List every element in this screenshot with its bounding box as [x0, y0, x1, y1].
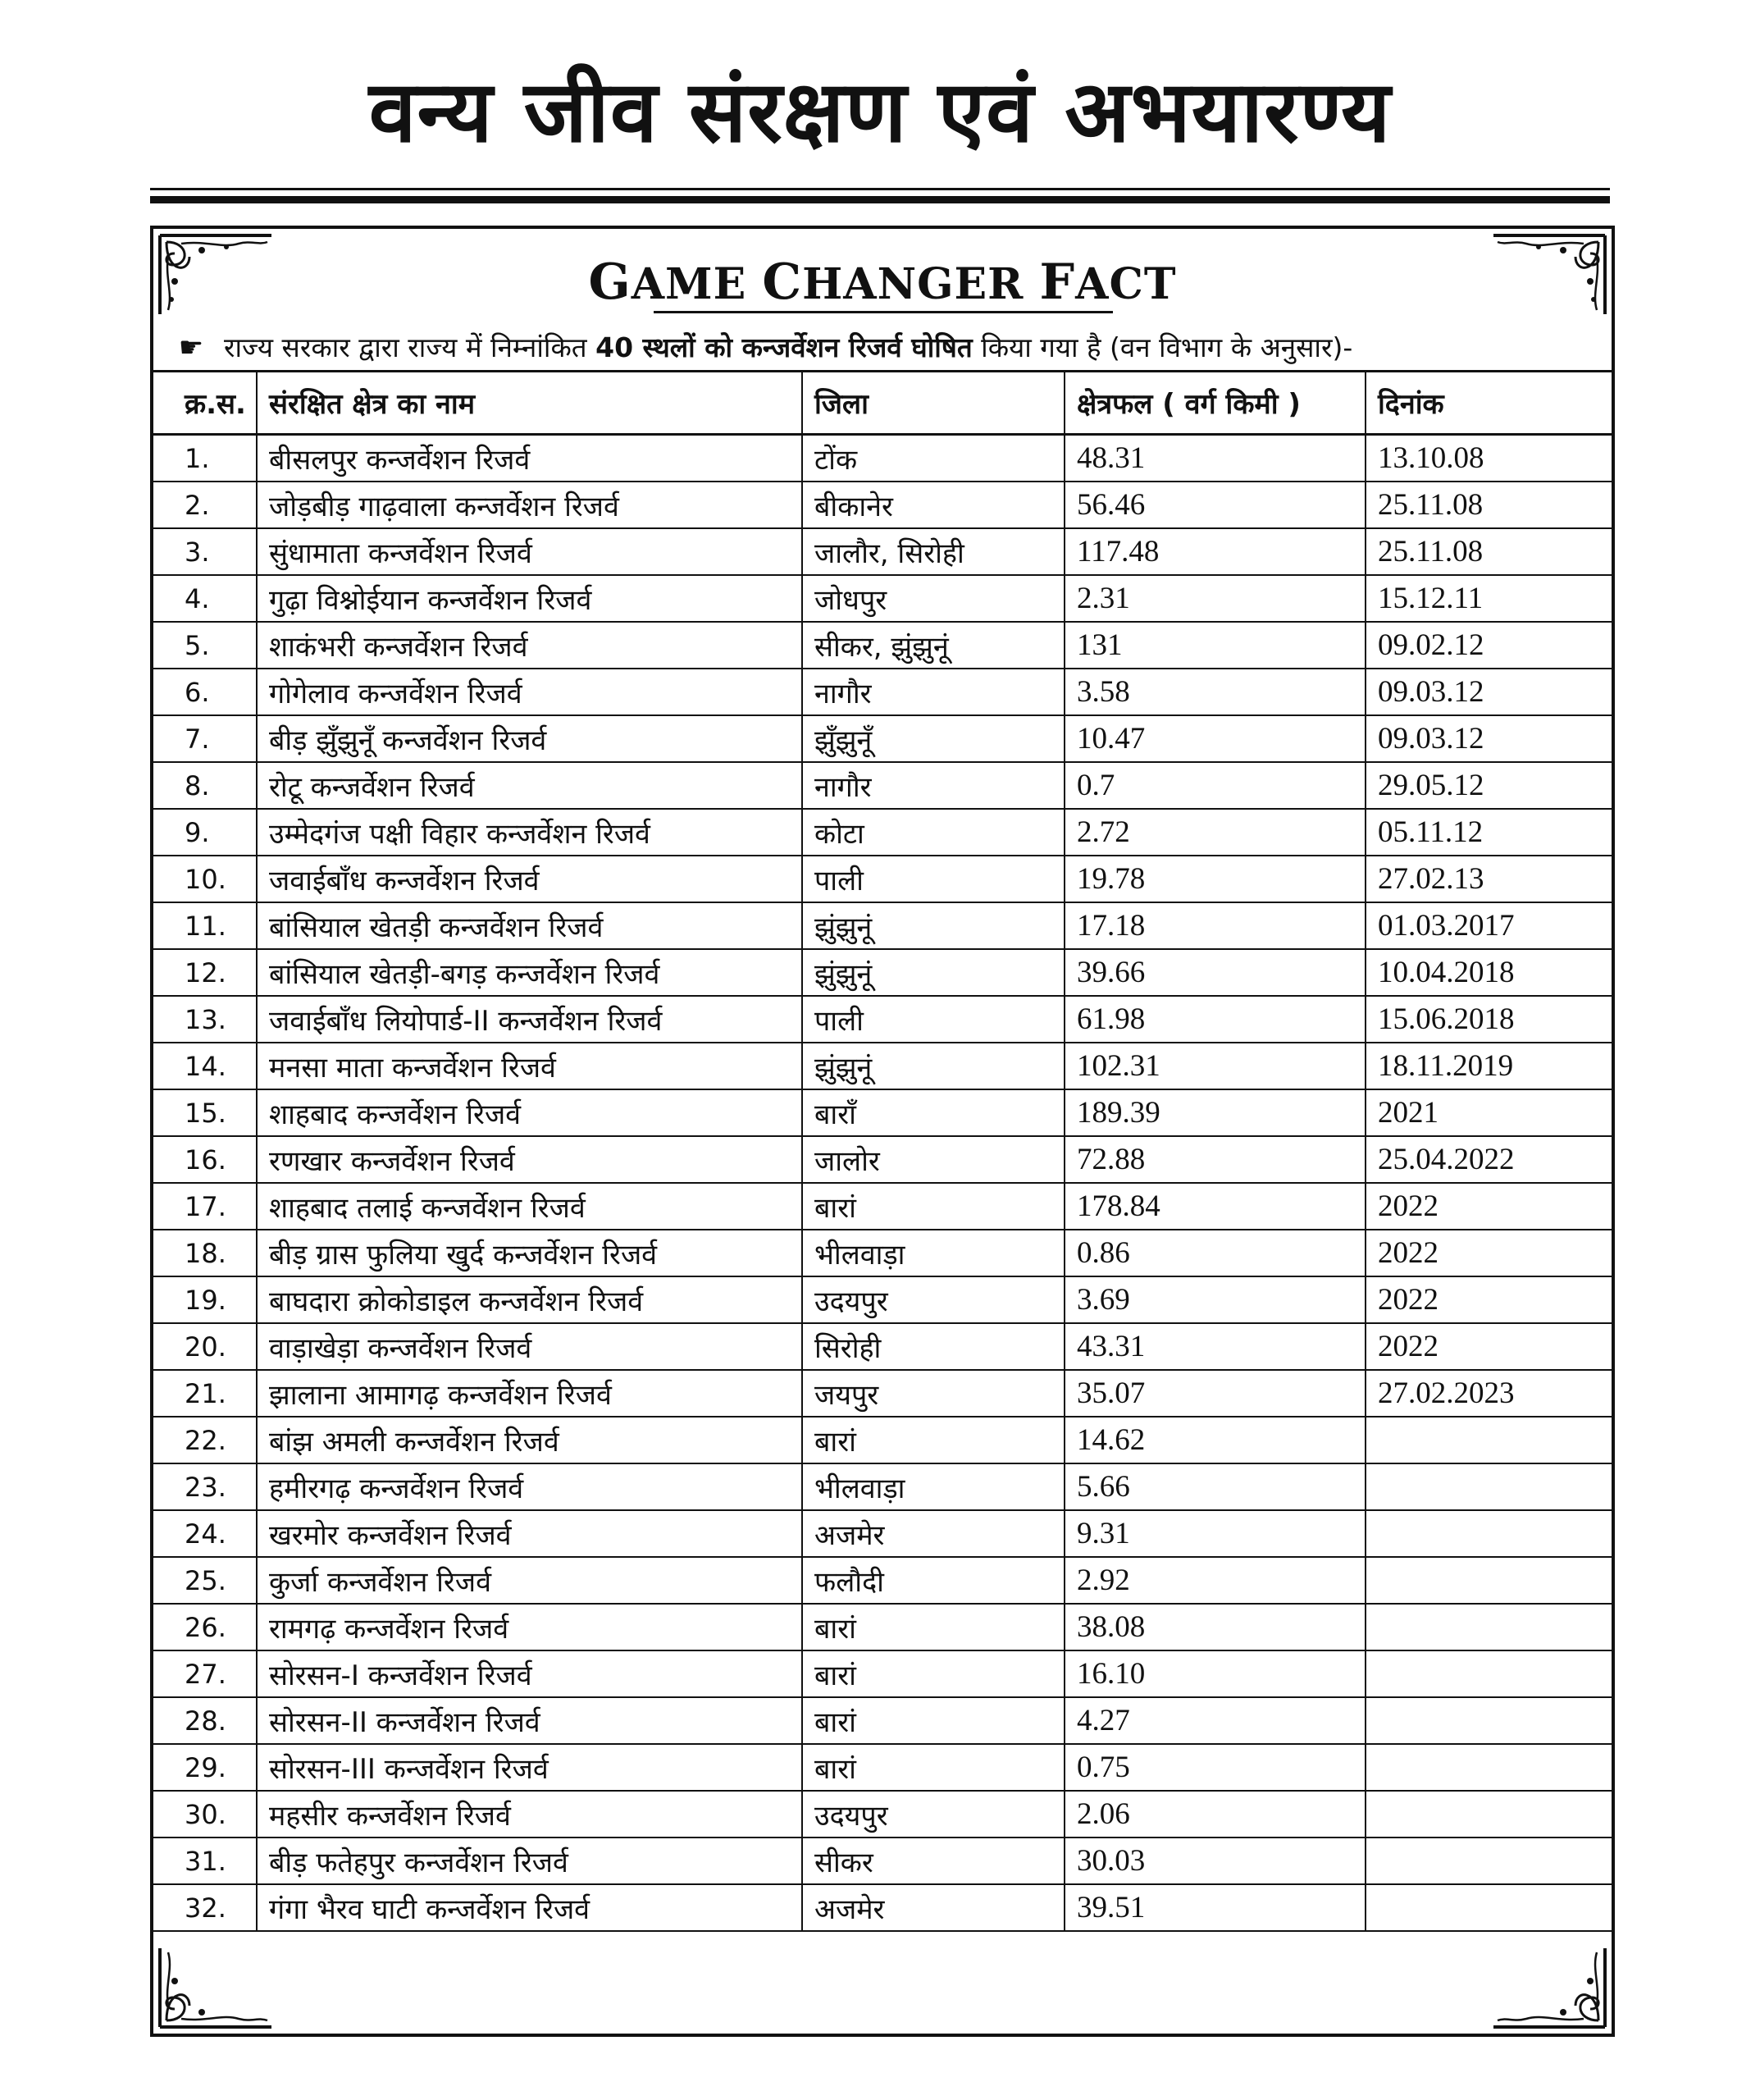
- table-row: [153, 949, 1612, 996]
- cell-district: पाली: [802, 996, 1065, 1043]
- corner-ornament-icon: [1485, 1940, 1608, 2030]
- cell-area-size: 14.62: [1065, 1417, 1366, 1463]
- table-row: [153, 1463, 1612, 1510]
- cell-date: 01.03.2017: [1366, 902, 1612, 949]
- cell-date: [1366, 1510, 1612, 1557]
- table-row: [153, 622, 1612, 669]
- cell-date: 09.03.12: [1366, 715, 1612, 762]
- cell-serial: 6.: [153, 669, 257, 715]
- cell-serial: 11.: [153, 902, 257, 949]
- cell-district: अजमेर: [802, 1510, 1065, 1557]
- table-row: [153, 1276, 1612, 1323]
- cell-district: सीकर, झुंझुनूं: [802, 622, 1065, 669]
- cell-area-name: जवाईबाँध लियोपार्ड-II कन्जर्वेशन रिजर्व: [257, 996, 802, 1043]
- cell-area-size: 17.18: [1065, 902, 1366, 949]
- cell-area-name: गोगेलाव कन्जर्वेशन रिजर्व: [257, 669, 802, 715]
- cell-area-name: रणखार कन्जर्वेशन रिजर्व: [257, 1136, 802, 1183]
- cell-date: 2022: [1366, 1230, 1612, 1276]
- cell-date: 2022: [1366, 1323, 1612, 1370]
- fact-frame: [150, 226, 1615, 2037]
- cell-area-size: 9.31: [1065, 1510, 1366, 1557]
- cell-area-name: शाहबाद तलाई कन्जर्वेशन रिजर्व: [257, 1183, 802, 1230]
- cell-date: 2022: [1366, 1183, 1612, 1230]
- table-header-row: [153, 372, 1612, 435]
- table-row: [153, 575, 1612, 622]
- page-title: वन्य जीव संरक्षण एवं अभयारण्य: [368, 62, 1392, 162]
- cell-serial: 22.: [153, 1417, 257, 1463]
- cell-serial: 23.: [153, 1463, 257, 1510]
- cell-district: उदयपुर: [802, 1791, 1065, 1838]
- table-row: [153, 1744, 1612, 1791]
- cell-area-size: 39.66: [1065, 949, 1366, 996]
- cell-area-size: 2.72: [1065, 809, 1366, 856]
- cell-date: 27.02.13: [1366, 856, 1612, 902]
- cell-area-name: बीड़ ग्रास फुलिया खुर्द कन्जर्वेशन रिजर्व: [257, 1230, 802, 1276]
- cell-district: भीलवाड़ा: [802, 1463, 1065, 1510]
- cell-area-size: 5.66: [1065, 1463, 1366, 1510]
- cell-serial: 32.: [153, 1884, 257, 1931]
- table-row: [153, 435, 1612, 482]
- cell-area-size: 117.48: [1065, 528, 1366, 575]
- cell-area-name: जोड़बीड़ गाढ़वाला कन्जर्वेशन रिजर्व: [257, 482, 802, 528]
- cell-date: 09.02.12: [1366, 622, 1612, 669]
- cell-area-size: 2.31: [1065, 575, 1366, 622]
- cell-area-name: गुढ़ा विश्नोईयान कन्जर्वेशन रिजर्व: [257, 575, 802, 622]
- cell-area-name: सुंधामाता कन्जर्वेशन रिजर्व: [257, 528, 802, 575]
- cell-date: [1366, 1838, 1612, 1884]
- cell-district: पाली: [802, 856, 1065, 902]
- cell-district: जयपुर: [802, 1370, 1065, 1417]
- cell-area-name: झालाना आमागढ़ कन्जर्वेशन रिजर्व: [257, 1370, 802, 1417]
- cell-date: [1366, 1650, 1612, 1697]
- pointing-hand-icon: ☛: [178, 331, 204, 364]
- cell-serial: 30.: [153, 1791, 257, 1838]
- cell-date: 13.10.08: [1366, 435, 1612, 482]
- cell-serial: 17.: [153, 1183, 257, 1230]
- cell-area-size: 0.86: [1065, 1230, 1366, 1276]
- cell-date: [1366, 1463, 1612, 1510]
- cell-area-name: गंगा भैरव घाटी कन्जर्वेशन रिजर्व: [257, 1884, 802, 1931]
- cell-serial: 26.: [153, 1604, 257, 1650]
- cell-district: बारां: [802, 1744, 1065, 1791]
- cell-district: कोटा: [802, 809, 1065, 856]
- cell-area-name: सोरसन-III कन्जर्वेशन रिजर्व: [257, 1744, 802, 1791]
- cell-serial: 4.: [153, 575, 257, 622]
- cell-district: उदयपुर: [802, 1276, 1065, 1323]
- cell-district: फलौदी: [802, 1557, 1065, 1604]
- cell-area-name: सोरसन-II कन्जर्वेशन रिजर्व: [257, 1697, 802, 1744]
- cell-area-size: 35.07: [1065, 1370, 1366, 1417]
- cell-area-name: बीड़ फतेहपुर कन्जर्वेशन रिजर्व: [257, 1838, 802, 1884]
- cell-area-size: 48.31: [1065, 435, 1366, 482]
- cell-district: झुंझुनूं: [802, 949, 1065, 996]
- cell-area-name: बांझ अमली कन्जर्वेशन रिजर्व: [257, 1417, 802, 1463]
- cell-area-size: 56.46: [1065, 482, 1366, 528]
- cell-area-name: सोरसन-I कन्जर्वेशन रिजर्व: [257, 1650, 802, 1697]
- header-serial: क्र.स.: [153, 372, 257, 435]
- cell-serial: 18.: [153, 1230, 257, 1276]
- cell-area-size: 30.03: [1065, 1838, 1366, 1884]
- cell-district: सिरोही: [802, 1323, 1065, 1370]
- cell-date: [1366, 1744, 1612, 1791]
- header-date: दिनांक: [1366, 372, 1612, 435]
- cell-district: नागौर: [802, 669, 1065, 715]
- cell-serial: 29.: [153, 1744, 257, 1791]
- cell-area-size: 38.08: [1065, 1604, 1366, 1650]
- cell-area-size: 10.47: [1065, 715, 1366, 762]
- cell-serial: 15.: [153, 1089, 257, 1136]
- cell-serial: 19.: [153, 1276, 257, 1323]
- cell-area-name: बीसलपुर कन्जर्वेशन रिजर्व: [257, 435, 802, 482]
- table-row: [153, 1884, 1612, 1931]
- table-row: [153, 1043, 1612, 1089]
- cell-area-size: 2.06: [1065, 1791, 1366, 1838]
- table-row: [153, 1838, 1612, 1884]
- cell-area-name: बांसियाल खेतड़ी कन्जर्वेशन रिजर्व: [257, 902, 802, 949]
- cell-area-size: 39.51: [1065, 1884, 1366, 1931]
- table-row: [153, 715, 1612, 762]
- cell-area-size: 0.75: [1065, 1744, 1366, 1791]
- cell-district: झुँझुनूँ: [802, 715, 1065, 762]
- cell-district: नागौर: [802, 762, 1065, 809]
- cell-district: बारां: [802, 1650, 1065, 1697]
- cell-serial: 21.: [153, 1370, 257, 1417]
- cell-serial: 13.: [153, 996, 257, 1043]
- table-row: [153, 1323, 1612, 1370]
- table-row: [153, 1370, 1612, 1417]
- cell-district: झुंझुनूं: [802, 902, 1065, 949]
- cell-serial: 10.: [153, 856, 257, 902]
- table-row: [153, 996, 1612, 1043]
- cell-area-name: खरमोर कन्जर्वेशन रिजर्व: [257, 1510, 802, 1557]
- cell-district: बीकानेर: [802, 482, 1065, 528]
- title-rule-thick: [150, 196, 1610, 203]
- cell-date: 25.04.2022: [1366, 1136, 1612, 1183]
- cell-date: [1366, 1557, 1612, 1604]
- cell-area-name: मनसा माता कन्जर्वेशन रिजर्व: [257, 1043, 802, 1089]
- table-row: [153, 1417, 1612, 1463]
- cell-district: बारां: [802, 1697, 1065, 1744]
- cell-area-size: 131: [1065, 622, 1366, 669]
- cell-area-name: जवाईबाँध कन्जर्वेशन रिजर्व: [257, 856, 802, 902]
- fact-heading: GAME CHANGER FACT: [588, 253, 1177, 311]
- cell-date: [1366, 1417, 1612, 1463]
- header-area-size: क्षेत्रफल ( वर्ग किमी ): [1065, 372, 1366, 435]
- cell-area-size: 16.10: [1065, 1650, 1366, 1697]
- cell-area-name: रोटू कन्जर्वेशन रिजर्व: [257, 762, 802, 809]
- cell-area-name: रामगढ़ कन्जर्वेशन रिजर्व: [257, 1604, 802, 1650]
- cell-serial: 24.: [153, 1510, 257, 1557]
- cell-date: 25.11.08: [1366, 528, 1612, 575]
- table-row: [153, 1697, 1612, 1744]
- table-row: [153, 1604, 1612, 1650]
- cell-date: 27.02.2023: [1366, 1370, 1612, 1417]
- table-row: [153, 1791, 1612, 1838]
- cell-district: बारां: [802, 1183, 1065, 1230]
- cell-area-size: 0.7: [1065, 762, 1366, 809]
- cell-district: सीकर: [802, 1838, 1065, 1884]
- cell-date: 05.11.12: [1366, 809, 1612, 856]
- cell-area-name: बीड़ झुँझुनूँ कन्जर्वेशन रिजर्व: [257, 715, 802, 762]
- title-rule-thin: [150, 188, 1610, 190]
- cell-date: 29.05.12: [1366, 762, 1612, 809]
- cell-area-size: 189.39: [1065, 1089, 1366, 1136]
- cell-serial: 9.: [153, 809, 257, 856]
- cell-area-size: 2.92: [1065, 1557, 1366, 1604]
- cell-date: 18.11.2019: [1366, 1043, 1612, 1089]
- cell-area-size: 61.98: [1065, 996, 1366, 1043]
- table-row: [153, 902, 1612, 949]
- cell-serial: 7.: [153, 715, 257, 762]
- intro-text: ☛ राज्य सरकार द्वारा राज्य में निम्नांकित 40 स्थलों को कन्जर्वेशन रिजर्व घोषित किया गया है (वन विभाग के अनुसार)-: [158, 326, 1602, 370]
- cell-area-size: 43.31: [1065, 1323, 1366, 1370]
- table-row: [153, 1136, 1612, 1183]
- cell-serial: 3.: [153, 528, 257, 575]
- cell-district: बाराँ: [802, 1089, 1065, 1136]
- table-row: [153, 528, 1612, 575]
- table-row: [153, 762, 1612, 809]
- cell-district: अजमेर: [802, 1884, 1065, 1931]
- cell-date: [1366, 1604, 1612, 1650]
- cell-serial: 25.: [153, 1557, 257, 1604]
- cell-date: 2021: [1366, 1089, 1612, 1136]
- cell-district: जालौर, सिरोही: [802, 528, 1065, 575]
- cell-serial: 8.: [153, 762, 257, 809]
- cell-serial: 16.: [153, 1136, 257, 1183]
- cell-serial: 27.: [153, 1650, 257, 1697]
- table-row: [153, 1183, 1612, 1230]
- table-row: [153, 669, 1612, 715]
- cell-date: [1366, 1884, 1612, 1931]
- table-row: [153, 1230, 1612, 1276]
- cell-date: 25.11.08: [1366, 482, 1612, 528]
- table-row: [153, 856, 1612, 902]
- cell-area-name: हमीरगढ़ कन्जर्वेशन रिजर्व: [257, 1463, 802, 1510]
- conservation-reserve-table: [153, 370, 1612, 1932]
- cell-serial: 20.: [153, 1323, 257, 1370]
- cell-area-name: बाघदारा क्रोकोडाइल कन्जर्वेशन रिजर्व: [257, 1276, 802, 1323]
- cell-district: बारां: [802, 1417, 1065, 1463]
- cell-area-size: 102.31: [1065, 1043, 1366, 1089]
- cell-serial: 5.: [153, 622, 257, 669]
- cell-date: 15.12.11: [1366, 575, 1612, 622]
- cell-area-size: 3.69: [1065, 1276, 1366, 1323]
- cell-date: [1366, 1697, 1612, 1744]
- cell-date: 2022: [1366, 1276, 1612, 1323]
- cell-area-name: महसीर कन्जर्वेशन रिजर्व: [257, 1791, 802, 1838]
- table-row: [153, 1557, 1612, 1604]
- header-area-name: संरक्षित क्षेत्र का नाम: [257, 372, 802, 435]
- cell-area-size: 4.27: [1065, 1697, 1366, 1744]
- cell-district: भीलवाड़ा: [802, 1230, 1065, 1276]
- cell-date: 10.04.2018: [1366, 949, 1612, 996]
- cell-serial: 14.: [153, 1043, 257, 1089]
- table-row: [153, 482, 1612, 528]
- cell-district: जोधपुर: [802, 575, 1065, 622]
- cell-serial: 31.: [153, 1838, 257, 1884]
- cell-area-size: 72.88: [1065, 1136, 1366, 1183]
- cell-serial: 1.: [153, 435, 257, 482]
- cell-area-size: 19.78: [1065, 856, 1366, 902]
- cell-area-name: कुर्जा कन्जर्वेशन रिजर्व: [257, 1557, 802, 1604]
- cell-area-name: उम्मेदगंज पक्षी विहार कन्जर्वेशन रिजर्व: [257, 809, 802, 856]
- cell-district: बारां: [802, 1604, 1065, 1650]
- cell-area-name: शाकंभरी कन्जर्वेशन रिजर्व: [257, 622, 802, 669]
- corner-ornament-icon: [157, 1940, 280, 2030]
- cell-district: झुंझुनूं: [802, 1043, 1065, 1089]
- fact-heading-underline: [654, 311, 1113, 313]
- cell-date: 15.06.2018: [1366, 996, 1612, 1043]
- table-row: [153, 809, 1612, 856]
- cell-area-size: 3.58: [1065, 669, 1366, 715]
- cell-area-name: बांसियाल खेतड़ी-बगड़ कन्जर्वेशन रिजर्व: [257, 949, 802, 996]
- table-row: [153, 1510, 1612, 1557]
- cell-area-size: 178.84: [1065, 1183, 1366, 1230]
- cell-district: टोंक: [802, 435, 1065, 482]
- cell-serial: 2.: [153, 482, 257, 528]
- table-row: [153, 1650, 1612, 1697]
- cell-area-name: वाड़ाखेड़ा कन्जर्वेशन रिजर्व: [257, 1323, 802, 1370]
- cell-date: [1366, 1791, 1612, 1838]
- cell-date: 09.03.12: [1366, 669, 1612, 715]
- table-row: [153, 1089, 1612, 1136]
- cell-serial: 28.: [153, 1697, 257, 1744]
- header-district: जिला: [802, 372, 1065, 435]
- cell-serial: 12.: [153, 949, 257, 996]
- cell-area-name: शाहबाद कन्जर्वेशन रिजर्व: [257, 1089, 802, 1136]
- cell-district: जालोर: [802, 1136, 1065, 1183]
